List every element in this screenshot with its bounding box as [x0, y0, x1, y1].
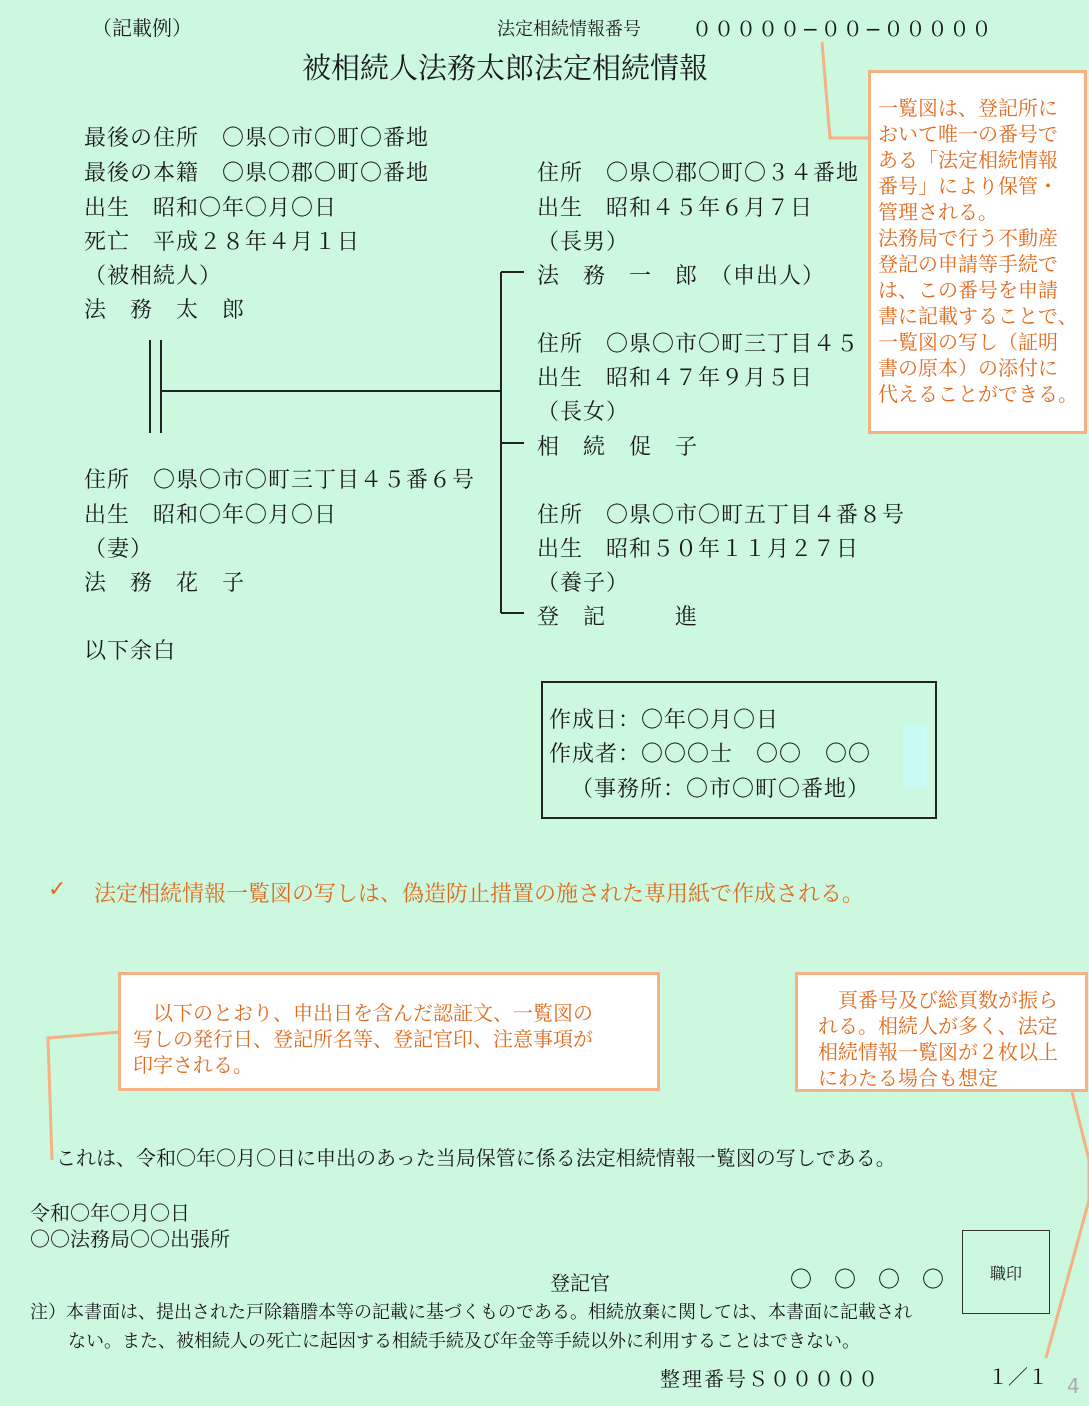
- decedent-birth: 出生 昭和〇年〇月〇日: [84, 196, 338, 221]
- spouse-name: 法 務 花 子: [84, 571, 246, 596]
- check-icon: ✓: [48, 877, 67, 902]
- end-note: 以下余白: [84, 639, 177, 664]
- number-label: 法定相続情報番号: [497, 19, 641, 40]
- callout-line: れる。相続人が多く、法定: [818, 1014, 1058, 1038]
- callout-line: は、この番号を申請: [878, 278, 1058, 302]
- maker-date: 作成日：〇年〇月〇日: [549, 708, 780, 733]
- note-line-1: 注）本書面は、提出された戸除籍謄本等の記載に基づくものである。相続放棄に関しては、本書面に記載され: [30, 1302, 912, 1323]
- callout-line: 写しの発行日、登記所名等、登記官印、注意事項が: [133, 1027, 593, 1051]
- decedent-death: 死亡 平成２８年４月１日: [84, 230, 361, 255]
- callout-line: 書に記載することで、: [878, 304, 1078, 328]
- decedent-domicile: 最後の本籍 〇県〇郡〇町〇番地: [84, 161, 430, 186]
- callout-line: おいて唯一の番号で: [878, 122, 1058, 146]
- child2-name: 相 続 促 子: [537, 435, 699, 460]
- child1-relation: （長男）: [537, 230, 630, 255]
- child3-name: 登 記 進: [537, 605, 699, 630]
- child3-relation: （養子）: [537, 571, 630, 596]
- example-label: （記載例）: [92, 16, 192, 40]
- cert-statement: これは、令和〇年〇月〇日に申出のあった当局保管に係る法定相続情報一覧図の写しである。: [56, 1146, 896, 1170]
- number-value: ０００００−００−０００００: [692, 17, 994, 41]
- callout-line: 相続情報一覧図が２枚以上: [818, 1040, 1058, 1064]
- child1-name: 法 務 一 郎 （申出人）: [537, 264, 826, 289]
- callout-line: 管理される。: [878, 200, 998, 224]
- slide-number: 4: [1067, 1374, 1080, 1398]
- number-note-callout: [868, 70, 1087, 434]
- callout-line: 代えることができる。: [878, 382, 1078, 406]
- page-counter: １／１: [988, 1365, 1048, 1389]
- child2-address: 住所 〇県〇市〇町三丁目４５: [537, 332, 860, 357]
- note-line-2: ない。また、被相続人の死亡に起因する相続手続及び年金等手続以外に利用することはできない。: [68, 1331, 860, 1352]
- decedent-relation: （被相続人）: [84, 264, 223, 289]
- highlight-mark: [903, 723, 927, 787]
- child3-birth: 出生 昭和５０年１１月２７日: [537, 537, 860, 562]
- registrar-name: 〇 〇 〇 〇: [790, 1268, 945, 1293]
- check-note-text: 法定相続情報一覧図の写しは、偽造防止措置の施された専用紙で作成される。: [94, 882, 865, 907]
- callout-line: 一覧図の写し（証明: [878, 330, 1058, 354]
- callout-line: 法務局で行う不動産: [878, 226, 1058, 250]
- registrar-label: 登記官: [550, 1271, 610, 1295]
- issuing-office: 〇〇法務局〇〇出張所: [30, 1227, 230, 1251]
- decedent-last-address: 最後の住所 〇県〇市〇町〇番地: [84, 126, 430, 151]
- child3-address: 住所 〇県〇市〇町五丁目４番８号: [537, 503, 906, 528]
- callout-line: 登記の申請等手続で: [878, 252, 1058, 276]
- spouse-relation: （妻）: [84, 537, 154, 562]
- child2-birth: 出生 昭和４７年９月５日: [537, 366, 814, 391]
- child1-birth: 出生 昭和４５年６月７日: [537, 196, 814, 221]
- callout-line: 頁番号及び総頁数が振ら: [818, 988, 1058, 1012]
- callout-line: 書の原本）の添付に: [878, 356, 1058, 380]
- callout-line: ある「法定相続情報: [878, 148, 1058, 172]
- callout-line: 番号」により保管・: [878, 174, 1058, 198]
- maker-box: [541, 681, 937, 819]
- callout-line: 以下のとおり、申出日を含んだ認証文、一覧図の: [133, 1001, 593, 1025]
- spouse-address: 住所 〇県〇市〇町三丁目４５番６号: [84, 468, 476, 493]
- maker-author: 作成者：〇〇〇士 〇〇 〇〇: [549, 742, 872, 767]
- callout-line: 印字される。: [133, 1053, 253, 1077]
- page-title: 被相続人法務太郎法定相続情報: [302, 51, 709, 85]
- cert-note-callout: [118, 972, 660, 1091]
- callout-line: にわたる場合も想定: [818, 1066, 998, 1090]
- callout-line: 一覧図は、登記所に: [878, 96, 1058, 120]
- serial-number: 整理番号Ｓ０００００: [660, 1367, 880, 1391]
- spouse-birth: 出生 昭和〇年〇月〇日: [84, 503, 338, 528]
- child2-relation: （長女）: [537, 400, 630, 425]
- decedent-name: 法 務 太 郎: [84, 298, 246, 323]
- official-seal: 職印: [962, 1230, 1050, 1314]
- child1-address: 住所 〇県〇郡〇町〇３４番地: [537, 161, 860, 186]
- page-note-callout: [795, 972, 1088, 1092]
- issue-date: 令和〇年〇月〇日: [30, 1201, 190, 1225]
- maker-office: （事務所：〇市〇町〇番地）: [571, 777, 871, 802]
